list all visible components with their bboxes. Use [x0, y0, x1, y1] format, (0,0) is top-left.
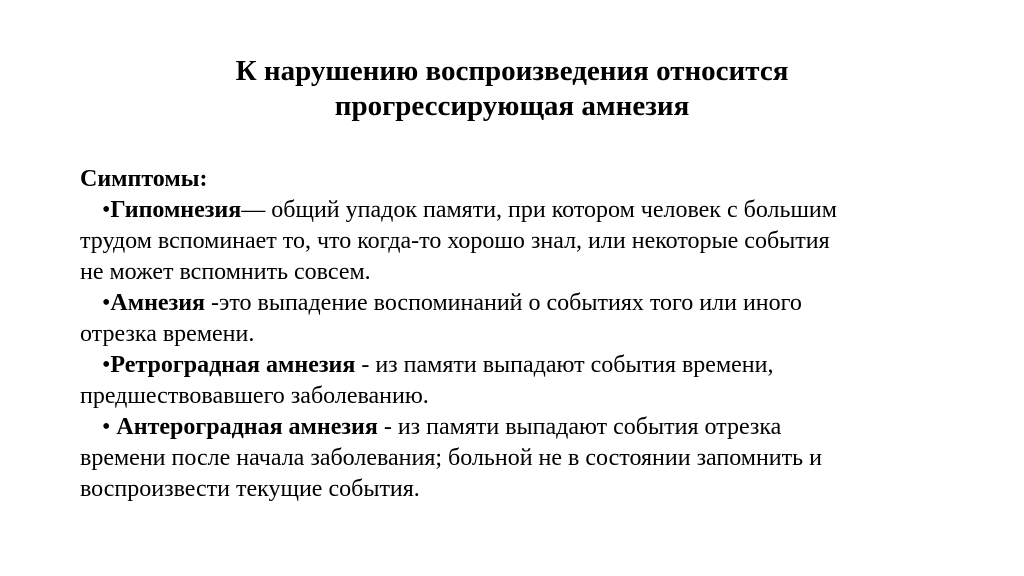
list-item-line	[80, 195, 940, 226]
definition-text: — общий упадок памяти, при котором человек с большим	[241, 197, 837, 223]
definition-text: - из памяти выпадают события времени,	[355, 352, 774, 378]
definition-text: - из памяти выпадают события отрезка	[377, 414, 782, 440]
symptoms-heading: Симптомы:	[80, 166, 208, 192]
list-item-line: трудом вспоминает то, что когда-то хорошо знал, или некоторые события	[80, 228, 830, 254]
title-line-1: К нарушению воспроизведения относится	[235, 55, 789, 87]
bullet: •	[102, 197, 111, 223]
slide-content	[80, 164, 940, 505]
list-item-amnesia	[80, 288, 940, 350]
term-retrograde-amnesia: Ретроградная амнезия	[110, 352, 356, 378]
list-item-anterograde-amnesia	[80, 412, 940, 505]
definition-text: -это выпадение воспоминаний о событиях того или иного	[205, 290, 802, 316]
title-line-2: прогрессирующая амнезия	[334, 90, 690, 122]
bullet: •	[102, 414, 117, 440]
list-item-line: отрезка времени.	[80, 321, 255, 347]
list-item-line: воспроизвести текущие события.	[80, 476, 420, 502]
list-item-line: предшествовавшего заболеванию.	[80, 383, 429, 409]
slide-title	[120, 54, 904, 124]
term-anterograde-amnesia: Антероградная амнезия	[116, 414, 378, 440]
list-item-retrograde-amnesia	[80, 350, 940, 412]
list-item-line	[80, 412, 940, 443]
term-hypomnesia: Гипомнезия	[110, 197, 242, 223]
list-item-line	[80, 350, 940, 381]
list-item-line	[80, 288, 940, 319]
list-item-hypomnesia	[80, 195, 940, 288]
bullet: •	[102, 352, 111, 378]
list-item-line: не может вспомнить совсем.	[80, 259, 371, 285]
bullet: •	[102, 290, 111, 316]
list-item-line: времени после начала заболевания; больной не в состоянии запомнить и	[80, 445, 822, 471]
term-amnesia: Амнезия	[110, 290, 206, 316]
